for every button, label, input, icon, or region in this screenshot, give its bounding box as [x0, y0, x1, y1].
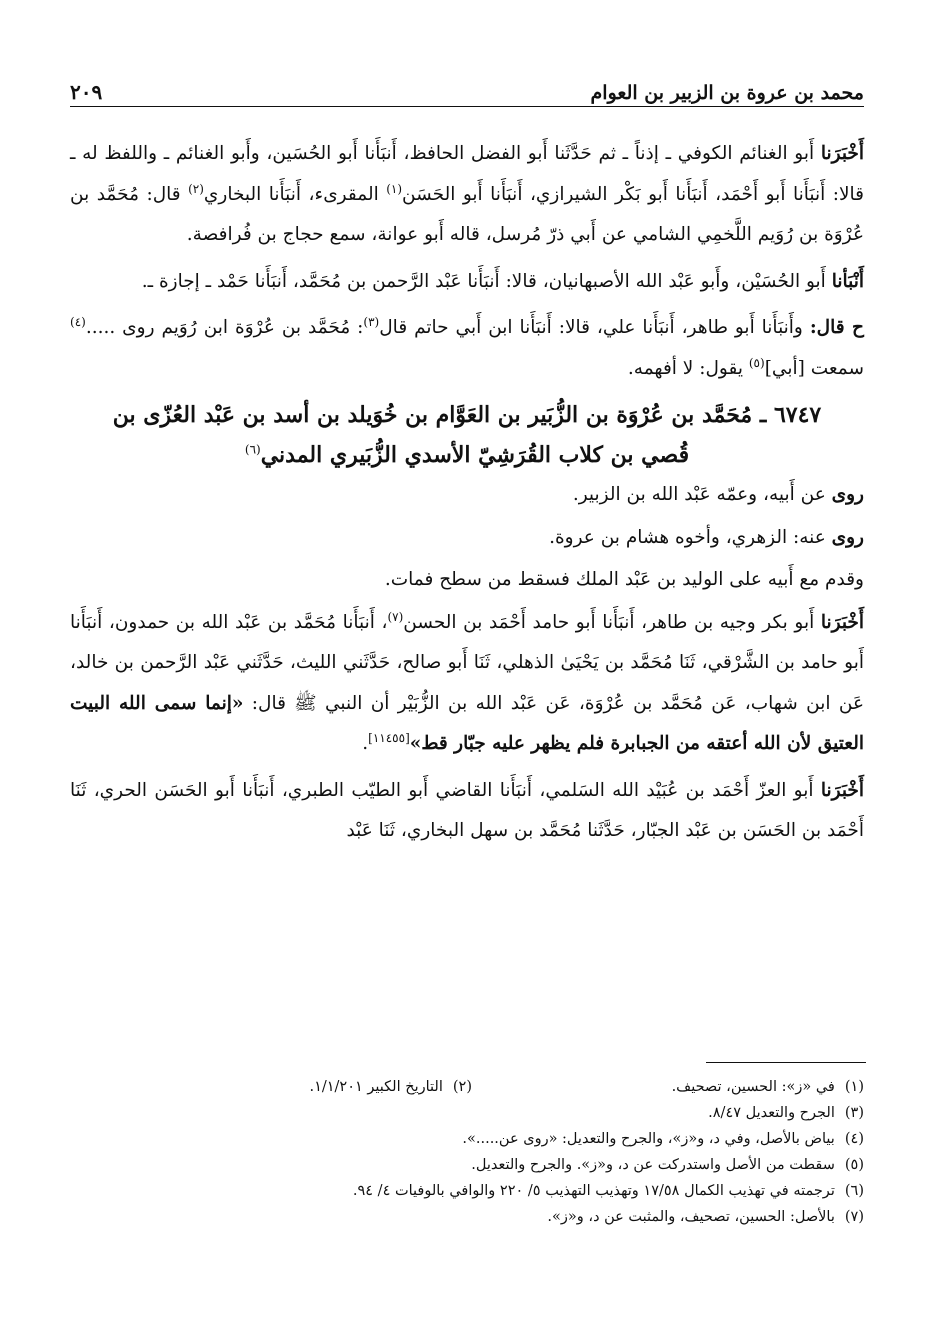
paragraph-text: وأَنبَأَنا أَبو طاهر، أَنبَأَنا علي، قالا: أَنبَأَنا ابن أَبي حاتم قال: [379, 317, 810, 338]
entry-heading-line-2: [70, 435, 864, 475]
paragraph-text: وقدم مع أَبيه على الوليد بن عَبْد الملك فسقط من سطح فمات.: [384, 569, 864, 590]
footnote-2: [309, 1074, 472, 1100]
paragraph-text: سمعت [أبي]: [764, 357, 864, 379]
footnote-3: [70, 1100, 864, 1126]
footnote-ref-1[interactable]: (١): [386, 181, 403, 196]
footnote-rule: [706, 1062, 866, 1063]
paragraph-text: المقرىء، أَنبَأَنا البخاري: [203, 183, 387, 205]
footnote-text: في «ز»: الحسين، تصحيف.: [671, 1079, 835, 1095]
footnote-number: (٥): [844, 1157, 864, 1173]
footnote-4: [70, 1126, 864, 1152]
keyword: أَخْبَرَنا: [820, 779, 864, 801]
footnote-ref-6[interactable]: (٦): [244, 442, 261, 457]
footnote-text: الجرح والتعديل ٨/٤٧.: [708, 1105, 835, 1121]
paragraph-text: عن أَبيه، وعمّه عَبْد الله بن الزبير.: [572, 484, 832, 505]
keyword: أَخْبَرَنا: [820, 611, 865, 633]
paragraph-text: عنه: الزهري، وأخوه هشام بن عروة.: [549, 526, 832, 548]
keyword: روى: [831, 484, 864, 505]
hadith-text: «إنما سمى الله البيت العتيق لأن الله أعتقه من الجبابرة فلم يظهر عليه جبّار قط»: [70, 692, 864, 754]
footnote-ref-2[interactable]: (٢): [188, 181, 204, 196]
footnote-text: بالأصل: الحسين، تصحيف، والمثبت عن د، و«ز».: [547, 1209, 835, 1225]
paragraph-text: أَبو بكر وجيه بن طاهر، أَنبَأَنا أَبو حامد أَحْمَد بن الحسن: [403, 611, 821, 633]
paragraph-ha-qala: [70, 308, 864, 389]
footnote-ref-4[interactable]: (٤): [70, 314, 86, 329]
entry-heading-line-1: ٦٧٤٧ ـ مُحَمَّد بن عُرْوَة بن الزُّبَير بن العَوَّام بن خُوَيلد بن أسد بن عَبْد العُزّى بن: [112, 402, 822, 428]
footnote-number: (٢): [452, 1079, 472, 1095]
keyword: روى: [831, 526, 864, 548]
main-text: [70, 134, 864, 858]
footnote-number: (١): [844, 1079, 864, 1095]
running-header: [70, 72, 864, 104]
entry-heading: [70, 395, 864, 475]
footnote-ref-5[interactable]: (٥): [748, 355, 765, 370]
paragraph-text: يقول: لا أفهمه.: [627, 357, 749, 379]
paragraph-akhbarana-2: [70, 603, 864, 765]
footnote-text: التاريخ الكبير ١/١/٢٠١.: [309, 1079, 443, 1095]
footnote-1: [472, 1074, 864, 1100]
footnote-ref-7[interactable]: (٧): [387, 609, 404, 624]
footnote-text: بياض بالأصل، وفي د، و«ز»، والجرح والتعديل: «روى عن.....».: [462, 1131, 835, 1147]
entry-heading-text: قُصي بن كلاب القُرَشِيّ الأسدي الزُّبَيري المدني: [260, 442, 690, 468]
paragraph-text: ، أَنبَأَنا مُحَمَّد بن عَبْد الله بن حمدون، أَنبَأَنا أَبو حامد بن الشَّرْقي، ثَنَا مُحَمَّد بن يَحْيَىٰ الذهلي، ثَنَا أَبو صالح، حَدَّثَني الليث، حَدَّثَني عَبْد الرَّحمن بن خالد، عَن ابن شهاب، عَن مُحَمَّد بن عُرْوَة، عَن عَبْد الله بن الزُّبَيْر أن النبي ﷺ قال:: [70, 611, 864, 714]
hadith-number: [١١٤٥٥]: [368, 730, 410, 745]
narrated-by: [70, 518, 864, 559]
paragraph-text: : مُحَمَّد بن عُرْوَة ابن رُوَيم روى .....: [85, 317, 364, 338]
page-number: ٢٠٩: [70, 80, 103, 104]
paragraph-text: أَبو العزّ أَحْمَد بن عُبَيْد الله السَلمي، أَنبَأَنا القاضي أَبو الطيّب الطبري، أَنبَأَنا أَبو الحَسَن الحري، ثَنَا أَحْمَد بن الحَسَن بن عَبْد الجبّار، حَدَّثَنا مُحَمَّد بن سهل البخاري، ثَنَا عَبْد: [70, 779, 864, 841]
running-title: محمد بن عروة بن الزبير بن العوام: [590, 82, 864, 104]
footnote-row: [70, 1074, 864, 1100]
paragraph-text: .: [362, 733, 369, 754]
footnote-7: [70, 1204, 864, 1230]
footnote-text: ترجمته في تهذيب الكمال ١٧/٥٨ وتهذيب التهذيب ٥/ ٢٢٠ والوافي بالوفيات ٤/ ٩٤.: [352, 1183, 835, 1199]
paragraph-anbana: [70, 262, 864, 303]
footnote-5: [70, 1152, 864, 1178]
footnote-6: [70, 1178, 864, 1204]
footnote-ref-3[interactable]: (٣): [363, 314, 380, 329]
footnote-number: (٤): [844, 1131, 864, 1147]
footnote-number: (٧): [844, 1209, 864, 1225]
keyword: أَنْبَأنا: [831, 270, 864, 292]
footnote-number: (٦): [844, 1183, 864, 1199]
paragraph-text: قال: مُحَمَّد بن عُرْوَة بن رُوَيم اللَّخمِي الشامي عن أَبي ذرّ مُرسل، قاله أَبو عوانة، سمع حجاج بن فُرافصة.: [70, 183, 864, 245]
footnote-text: سقطت من الأصل واستدركت عن د، و«ز». والجرح والتعديل.: [471, 1157, 835, 1173]
death-note: [70, 560, 864, 601]
paragraph-text: أَبو الغنائم الكوفي ـ إذناً ـ ثم حَدَّثَنا أَبو الفضل الحافظ، أَنبَأَنا أَبو الحُسَين، وأَبو الغنائم ـ واللفظ له ـ قالا: أَنبَأَنا أَبو أَحْمَد، أَنبَأَنا أَبو بَكْر الشيرازي، أَنبَأَنا أَبو الحَسَن: [70, 143, 864, 205]
paragraph-akhbarana-1: [70, 134, 864, 256]
paragraph-akhbarana-3: [70, 771, 864, 852]
keyword: ح قال:: [809, 317, 864, 338]
narrated-from: [70, 475, 864, 516]
paragraph-text: أَبو الحُسَيْن، وأَبو عَبْد الله الأصبهانيان، قالا: أَنبَأَنا عَبْد الرَّحمن بن مُحَمَّد، أَنبَأَنا حَمْد ـ إجازة ـ.: [141, 270, 832, 292]
keyword: أَخْبَرَنا: [820, 143, 864, 164]
footnote-number: (٣): [844, 1105, 864, 1121]
footnotes: [70, 1074, 864, 1230]
header-rule: [70, 106, 864, 107]
